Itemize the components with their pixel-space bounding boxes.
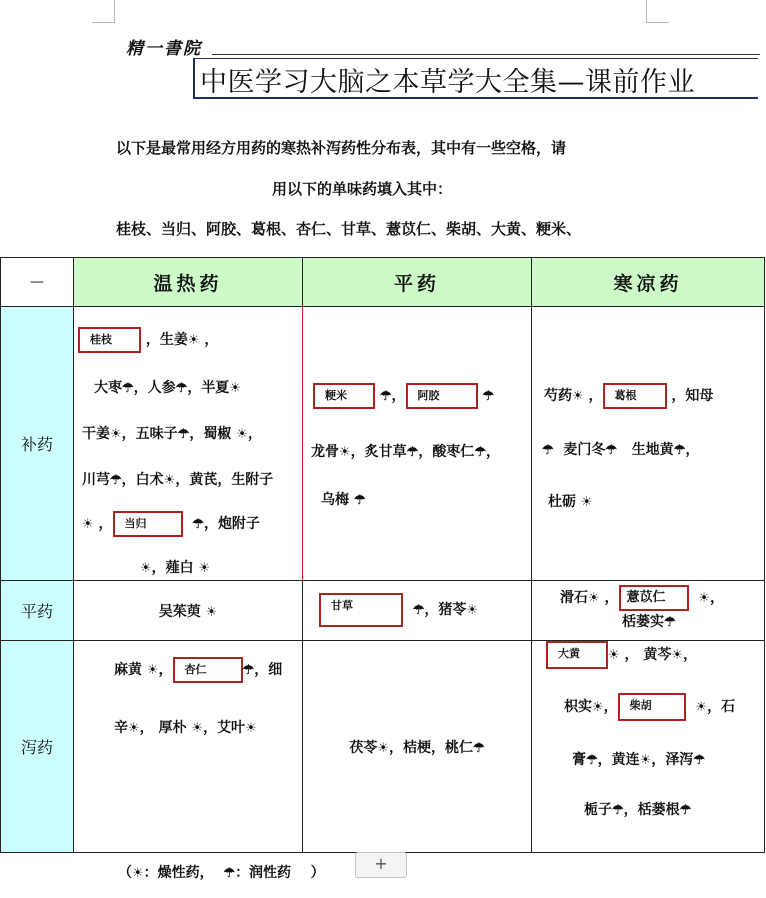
moist-icon [474, 444, 486, 460]
moist-icon [413, 602, 425, 618]
moist-icon [612, 802, 624, 818]
moist-icon [482, 388, 494, 404]
cell-neutral-cold: 滑石☀ ， 薏苡仁 ☀ ， 栝蒌实☂ [532, 581, 765, 641]
cell-purging-neutral: 茯苓☀ ，桔梗，桃仁☂ [303, 641, 532, 853]
dry-icon [140, 560, 152, 576]
dry-icon [199, 560, 211, 576]
moist-icon [192, 516, 204, 532]
blank-box-yiyiren[interactable]: 薏苡仁 [619, 585, 689, 611]
dry-icon [695, 699, 707, 715]
blank-box-xingren[interactable]: 杏仁 [173, 657, 243, 683]
dry-icon [640, 752, 652, 768]
intro-line-3: 桂枝、当归、阿胶、葛根、杏仁、甘草、薏苡仁、柴胡、大黄、粳米、 [116, 220, 582, 238]
dry-icon [592, 699, 604, 715]
page-corner-mark-left [92, 0, 115, 23]
dry-icon [581, 494, 593, 510]
dry-icon [229, 380, 241, 396]
cell-neutral-neutral: 甘草 ☂ ，猪苓☀ [303, 581, 532, 641]
cell-purging-warm: 麻黄 ☀ ， 杏仁☂ ，细 辛☀ ， 厚朴 ☀ ，艾叶☀ [74, 641, 303, 853]
col-header-neutral: 平药 [303, 258, 532, 307]
dry-icon [339, 444, 351, 460]
row-header-purging: 泻药 [1, 641, 74, 853]
dry-icon [206, 604, 218, 620]
col-header-warm: 温热药 [74, 258, 303, 307]
blank-box-danggui[interactable]: 当归 [113, 511, 183, 537]
moist-icon [664, 614, 676, 630]
blank-box-dahuang[interactable]: 大黄 [546, 641, 608, 669]
dry-icon [147, 662, 159, 678]
legend-moist-label: ：润性药 [235, 865, 292, 881]
legend: （☀ ：燥性药， ☂ ：润性药 ） [118, 862, 325, 882]
moist-icon [542, 442, 554, 458]
moist-icon [586, 752, 598, 768]
dry-legend-icon [132, 865, 144, 881]
intro-line-1: 以下是最常用经方用药的寒热补泻药性分布表，其中有一些空格，请 [116, 139, 567, 157]
row-header-tonic: 补药 [1, 307, 74, 581]
cell-tonic-warm: 桂枝 ，生姜☀ ， 大枣☂ ，人参☂ ，半夏☀ 干姜☀ ，五味子☂ ，蜀椒 ☀ ， 川芎☂ ，白术☀ ，黄芪，生附子 ☀ ， 当归 ☂ ，炮附子 ☀ ，薤白 ☀ [74, 307, 303, 581]
herb-property-table [0, 257, 765, 853]
moist-icon [110, 472, 122, 488]
intro-line-2: 用以下的单味药填入其中： [272, 180, 453, 198]
header-rule [212, 54, 760, 55]
dry-icon [82, 516, 94, 532]
row-header-neutral: 平药 [1, 581, 74, 641]
moist-icon [407, 444, 419, 460]
cell-neutral-warm: 吴茱萸 ☀ [74, 581, 303, 641]
blank-box-chaihu[interactable]: 柴胡 [618, 693, 686, 721]
dry-icon [236, 426, 248, 442]
blank-box-gancao[interactable]: 甘草 [319, 593, 403, 627]
moist-legend-icon [223, 865, 235, 881]
blank-box-gegen[interactable]: 葛根 [603, 383, 667, 409]
moist-icon [674, 442, 686, 458]
dry-icon [245, 720, 257, 736]
moist-icon [178, 426, 190, 442]
cell-purging-cold: 大黄☀ ， 黄芩☀ ， 枳实☀ ， 柴胡 ☀ ，石 膏☂ ，黄连☀ ，泽泻☂ 栀子☂ ，栝蒌根☂ [532, 641, 765, 853]
dry-icon [164, 472, 176, 488]
page-corner-mark-right [646, 0, 669, 23]
page-title: 中医学习大脑之本草学大全集—课前作业 [200, 67, 695, 98]
dry-icon [671, 647, 683, 663]
cell-tonic-cold: 芍药☀ ， 葛根 ，知母 ☂ 麦门冬☂ 生地黄☂ ， 杜砺 ☀ [532, 307, 765, 581]
moist-icon [693, 752, 705, 768]
dry-icon [466, 602, 478, 618]
dry-icon [188, 332, 200, 348]
moist-icon [605, 442, 617, 458]
moist-icon [243, 662, 255, 678]
moist-icon [473, 740, 485, 756]
blank-box-jingmi[interactable]: 粳米 [313, 383, 375, 409]
moist-icon [122, 380, 134, 396]
blank-box-ejiao[interactable]: 阿胶 [406, 383, 478, 409]
dry-icon [128, 720, 140, 736]
school-name: 精一書院 [126, 39, 202, 59]
blank-box-guizhi[interactable]: 桂枝 [78, 327, 141, 353]
cell-tonic-neutral: 粳米 ☂ ， 阿胶 ☂ 龙骨☀ ，炙甘草☂ ，酸枣仁☂ ， 乌梅 ☂ [303, 307, 532, 581]
col-header-cold: 寒凉药 [532, 258, 765, 307]
legend-dry-label: ：燥性药， [143, 865, 214, 881]
table-corner-cell: — [1, 258, 74, 307]
add-row-button[interactable]: + [355, 852, 407, 878]
dry-icon [588, 590, 600, 606]
dry-icon [608, 647, 620, 663]
dry-icon [572, 388, 584, 404]
dry-icon [698, 590, 710, 606]
dry-icon [191, 720, 203, 736]
moist-icon [380, 388, 392, 404]
moist-icon [176, 380, 188, 396]
moist-icon [354, 492, 366, 508]
dry-icon [110, 426, 122, 442]
dry-icon [377, 740, 389, 756]
moist-icon [680, 802, 692, 818]
